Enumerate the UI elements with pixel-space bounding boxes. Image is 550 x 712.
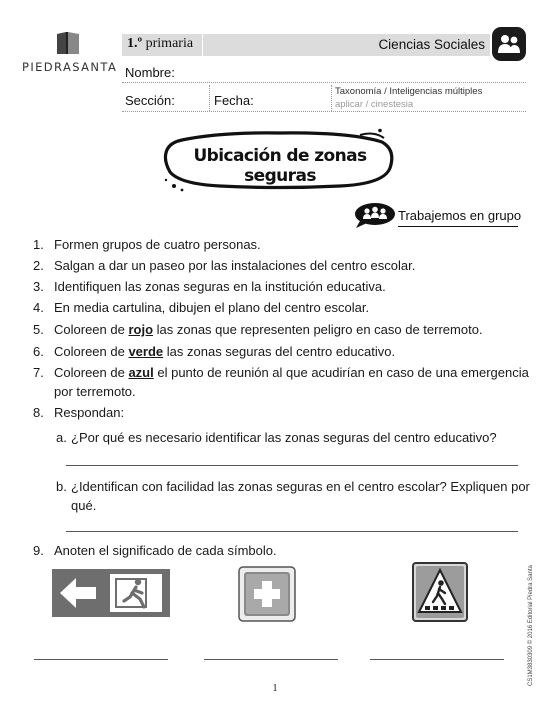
pedestrian-crossing-icon [412,562,468,622]
subject-label: Ciencias Sociales [378,37,485,52]
book-icon [55,30,81,56]
publisher-logo [22,30,118,74]
group-work-icon [354,203,396,229]
color-word-blue: azul [128,365,154,380]
worksheet-title: Ubicación de zonas seguras [193,146,367,186]
taxonomy-title: Taxonomía / Inteligencias múltiples [335,86,483,97]
answer-line-symbol-3[interactable] [370,659,504,660]
answer-line-symbol-1[interactable] [34,659,168,660]
first-aid-icon [238,566,296,622]
nombre-label: Nombre: [125,65,175,80]
color-word-green: verde [128,344,164,359]
page-number: 1 [272,683,278,694]
answer-line-a[interactable] [66,465,518,466]
nombre-line[interactable] [122,82,526,83]
answer-line-b[interactable] [66,531,518,532]
color-word-red: rojo [128,322,154,337]
seccion-label: Sección: [125,93,175,108]
list-item: 7. Coloreen de azul el punto de reunión al que acudirían en caso de una emergencia por terremoto. [33,365,529,399]
grade-label: 1.º primaria [127,36,194,51]
brand-name: PIEDRASANTA [22,60,118,74]
taxonomy-values: aplicar / cinestesia [335,99,414,110]
people-icon [492,27,526,61]
group-work-label: Trabajemos en grupo [398,208,522,223]
fecha-label: Fecha: [214,93,254,108]
answer-line-symbol-2[interactable] [204,659,338,660]
copyright-note: CS1M3830309 © 2016 Editorial Piedra Santa [528,565,534,686]
exit-sign-icon [52,569,170,617]
grade-subject-bar [122,34,490,56]
question-b: b. ¿Identifican con facilidad las zonas seguras en el centro escolar? Expliquen por qué. [56,479,530,513]
